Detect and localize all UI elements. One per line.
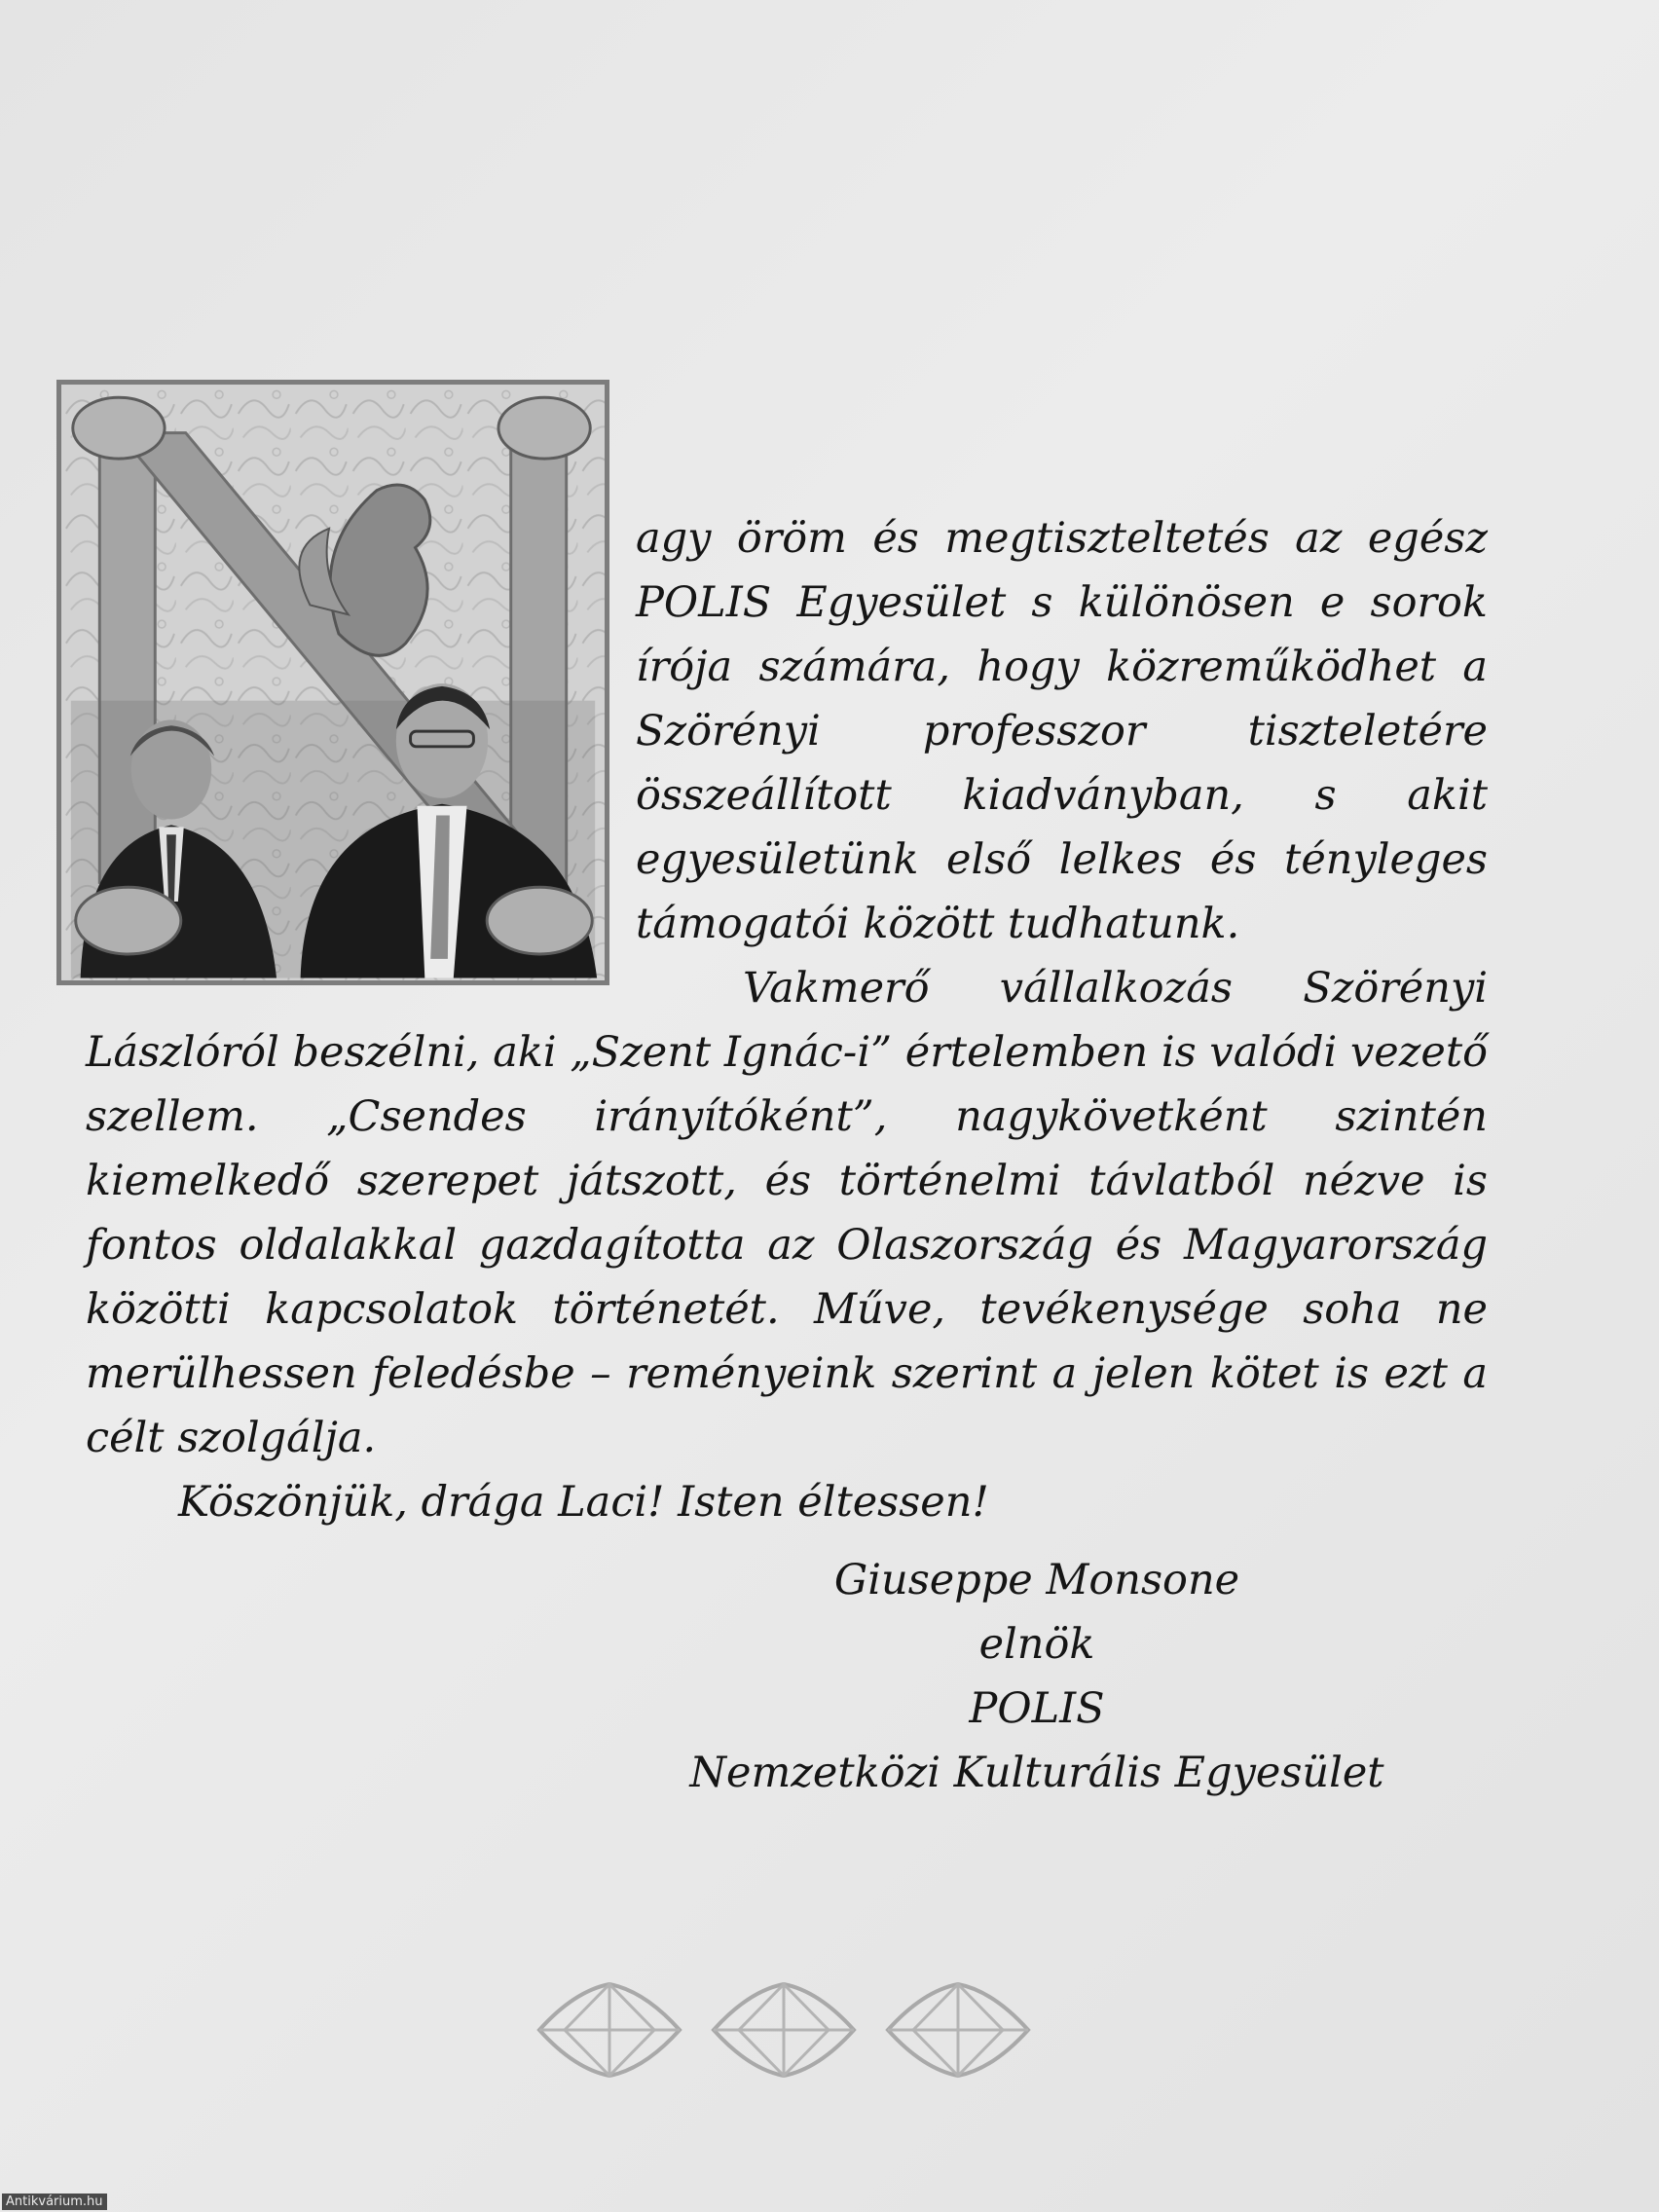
ornament-icon <box>884 1976 1032 2083</box>
paragraph-1: agy öröm és megtiszteltetés az egész POLIS Egyesület s különösen e sorok írója számára, hogy közreműködhet a Szörényi professzor tiszteletére összeállított kiadványban, s akit egyesületünk első lelkes és tényleges támogatói között tudhatunk. <box>636 514 1488 948</box>
ornament-icon <box>710 1976 858 2083</box>
signature-org-full: Nemzetközi Kulturális Egyesület <box>689 1749 1384 1797</box>
closing-line: Köszönjük, drága Laci! Isten éltessen! <box>178 1478 989 1527</box>
signature-name: Giuseppe Monsone <box>833 1556 1240 1604</box>
signature-role: elnök <box>978 1620 1095 1669</box>
ornament-row <box>535 1976 1032 2083</box>
watermark: Antikvárium.hu <box>2 2194 107 2210</box>
letter-body <box>86 506 1488 1534</box>
initial-spacer <box>86 506 636 987</box>
signature-org: POLIS <box>969 1684 1105 1733</box>
ornament-icon <box>535 1976 683 2083</box>
signature-block <box>623 1548 1451 1805</box>
paragraph-2: Vakmerő vállalkozás Szörényi Lászlóról beszélni, aki „Szent Ignác-i” értelemben is valódi vezető szellem. „Csendes irányítóként”, nagykövetként szintén kiemelkedő szerepet játszott, és történelmi távlatból nézve is fontos oldalakkal gazdagította az Olaszország és Magyarország közötti kapcsolatok történetét. Műve, tevékenysége soha ne merülhessen feledésbe – reményeink szerint a jelen kötet is ezt a célt szolgálja. <box>86 964 1488 1462</box>
